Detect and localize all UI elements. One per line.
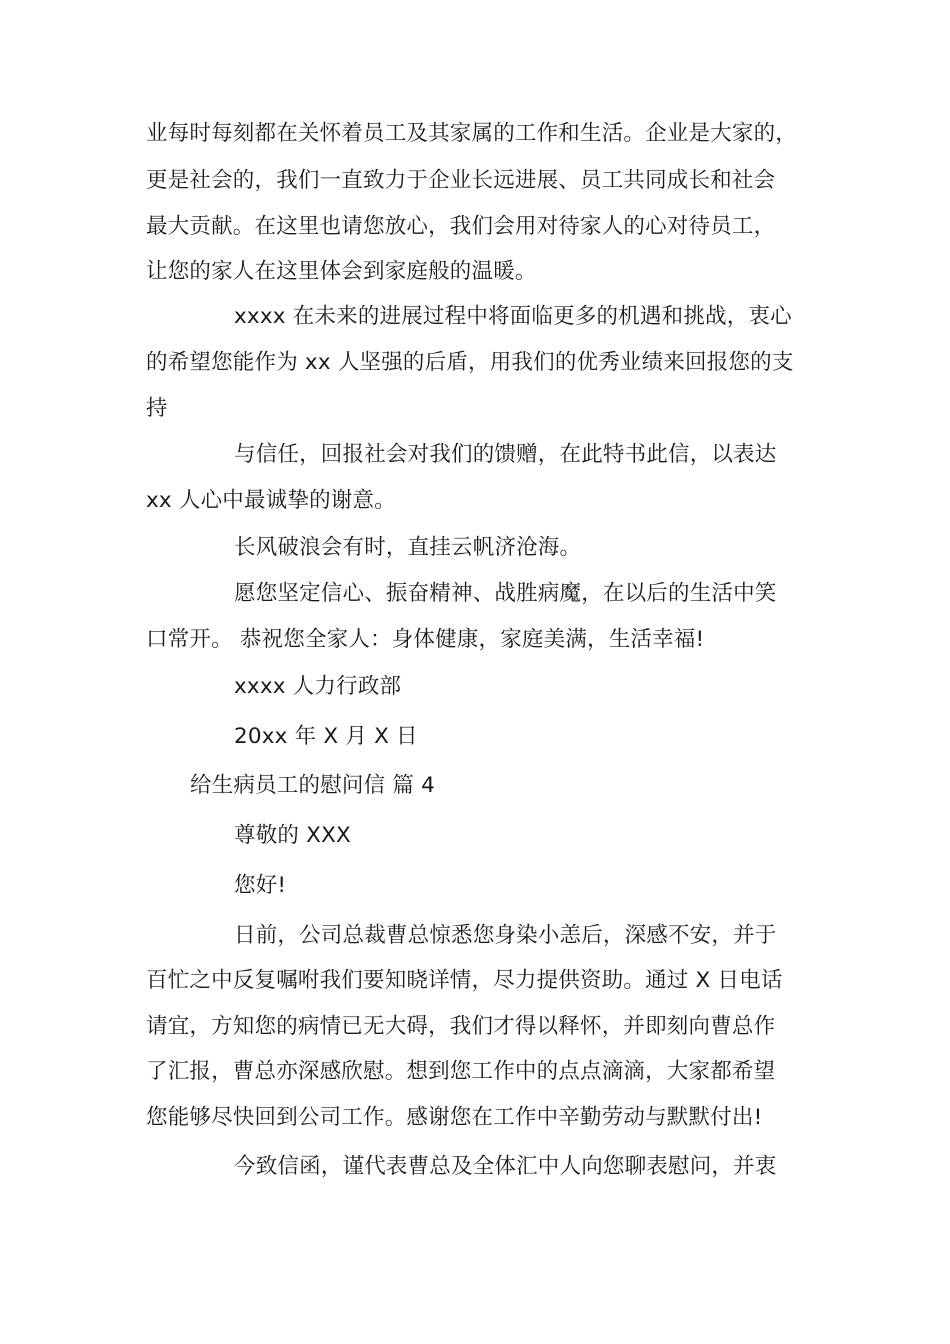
body-text-line: 口常开。 恭祝您全家人：身体健康，家庭美满，生活幸福! xyxy=(146,627,705,652)
signature-department: xxxx 人力行政部 xyxy=(234,674,402,699)
body-text-line: xx 人心中最诚挚的谢意。 xyxy=(146,488,396,513)
body-text-line: 让您的家人在这里体会到家庭般的温暖。 xyxy=(146,259,537,284)
body-text-line: 今致信函，谨代表曹总及全体汇中人向您聊表慰问，并衷 xyxy=(234,1154,777,1179)
body-text-line: 与信任，回报社会对我们的馈赠，在此特书此信，以表达 xyxy=(234,442,777,467)
greeting: 您好! xyxy=(234,873,287,898)
body-text-line: 最大贡献。在这里也请您放心，我们会用对待家人的心对待员工， xyxy=(146,214,776,239)
body-text-line: 您能够尽快回到公司工作。感谢您在工作中辛勤劳动与默默付出! xyxy=(146,1105,763,1130)
body-text-line: 更是社会的，我们一直致力于企业长远进展、员工共同成长和社会 xyxy=(146,168,776,193)
salutation: 尊敬的 XXX xyxy=(234,823,351,848)
body-text-line: xxxx 在未来的进展过程中将面临更多的机遇和挑战，衷心 xyxy=(234,304,792,329)
body-text-line: 业每时每刻都在关怀着员工及其家属的工作和生活。企业是大家的， xyxy=(146,121,798,146)
body-text-line: 长风破浪会有时，直挂云帆济沧海。 xyxy=(234,535,582,560)
body-text-line: 的希望您能作为 xx 人坚强的后盾，用我们的优秀业绩来回报您的支 xyxy=(146,350,794,375)
body-text-line: 愿您坚定信心、振奋精神、战胜病魔，在以后的生活中笑 xyxy=(234,581,777,606)
body-text-line: 请宜，方知您的病情已无大碍，我们才得以释怀，并即刻向曹总作 xyxy=(146,1014,776,1039)
body-text-line: 了汇报，曹总亦深感欣慰。想到您工作中的点点滴滴，大家都希望 xyxy=(146,1059,776,1084)
body-text-line: 日前，公司总裁曹总惊悉您身染小恙后，深感不安，并于 xyxy=(234,923,777,948)
body-text-line: 持 xyxy=(146,396,168,421)
body-text-line: 百忙之中反复嘱咐我们要知晓详情，尽力提供资助。通过 X 日电话 xyxy=(146,968,783,993)
letter-date: 20xx 年 X 月 X 日 xyxy=(234,724,418,749)
section-title: 给生病员工的慰问信 篇 4 xyxy=(190,773,435,798)
